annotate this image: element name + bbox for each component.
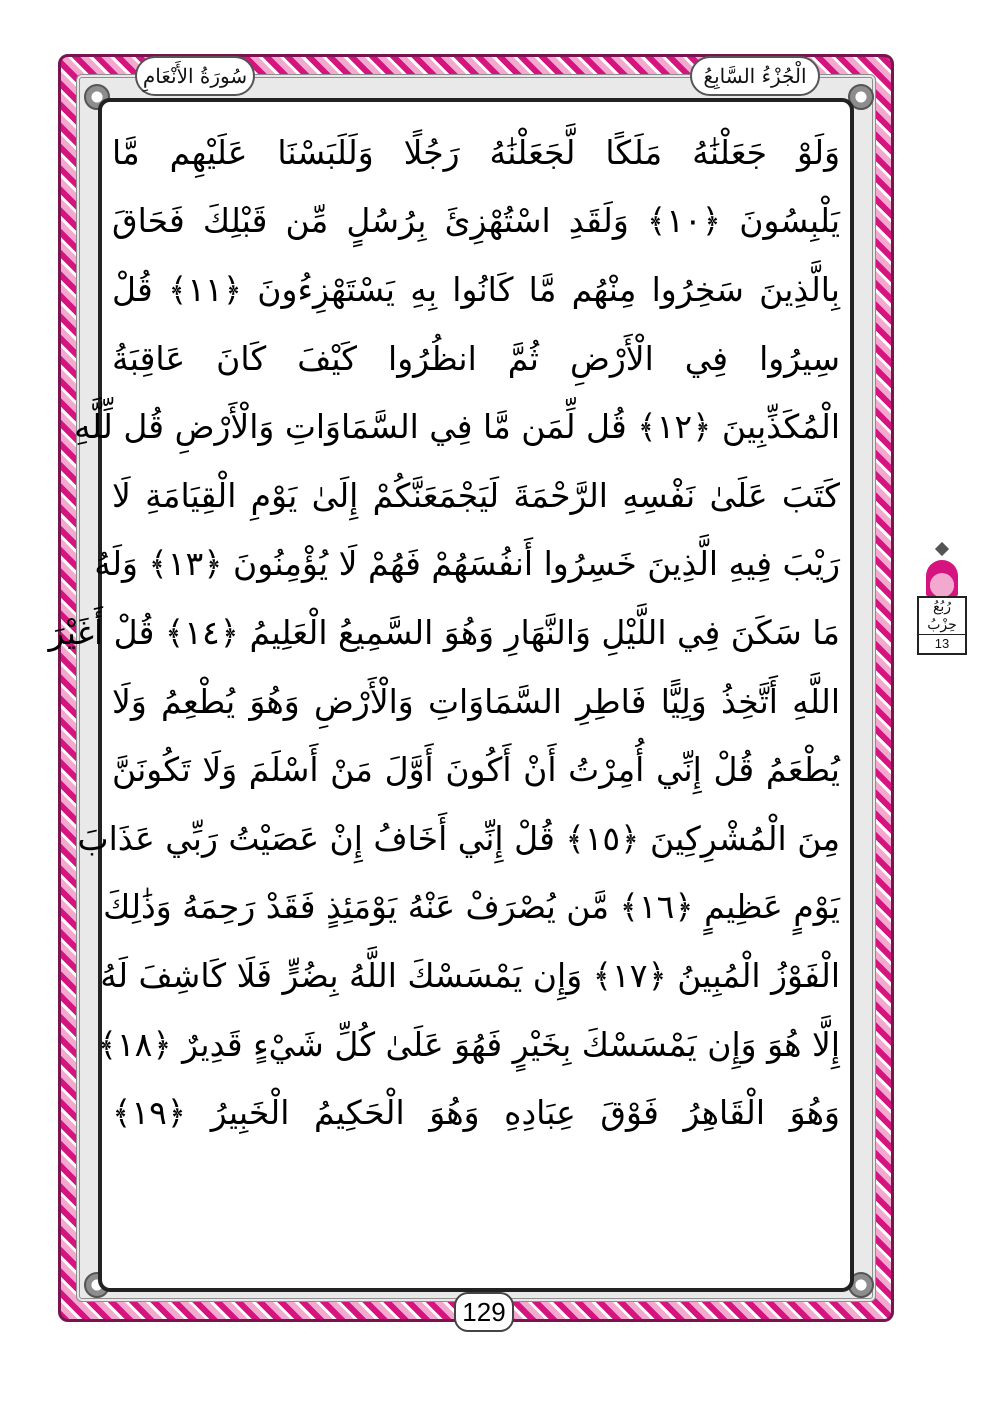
text-line [112,667,840,736]
line-text: إِلَّا هُوَ وَإِن يَمْسَسْكَ بِخَيْرٍ فَهُوَ عَلَىٰ كُلِّ شَيْءٍ قَدِيرٌ ﴿١٨﴾ [97,1024,840,1064]
line-text: كَتَبَ عَلَىٰ نَفْسِهِ الرَّحْمَةَ لَيَجْمَعَنَّكُمْ إِلَىٰ يَوْمِ الْقِيَامَةِ لَا [112,475,840,515]
text-line [94,530,840,599]
hizb-marker [916,540,968,680]
line-text: الْفَوْزُ الْمُبِينُ ﴿١٧﴾ وَإِن يَمْسَسْكَ اللَّهُ بِضُرٍّ فَلَا كَاشِفَ لَهُ [100,955,840,995]
text-line [112,324,840,393]
dome-ornament-icon [926,560,958,596]
line-text: اللَّهِ أَتَّخِذُ وَلِيًّا فَاطِرِ السَّمَاوَاتِ وَالْأَرْضِ وَهُوَ يُطْعِمُ وَلَا [112,681,840,721]
line-text: يَلْبِسُونَ ﴿١٠﴾ وَلَقَدِ اسْتُهْزِئَ بِرُسُلٍ مِّن قَبْلِكَ فَحَاقَ [112,201,841,241]
line-text: الْمُكَذِّبِينَ ﴿١٢﴾ قُل لِّمَن مَّا فِي السَّمَاوَاتِ وَالْأَرْضِ قُل لِّلَّهِ [74,407,840,447]
text-line [112,461,840,530]
text-line [112,118,840,187]
hizb-label: حِزْبُ [927,617,957,633]
line-text: وَهُوَ الْقَاهِرُ فَوْقَ عِبَادِهِ وَهُوَ الْحَكِيمُ الْخَبِيرُ ﴿١٩﴾ [112,1093,840,1133]
line-text: مِنَ الْمُشْرِكِينَ ﴿١٥﴾ قُلْ إِنِّي أَخَافُ إِنْ عَصَيْتُ رَبِّي عَذَابَ [77,818,840,858]
line-text: يُطْعَمُ قُلْ إِنِّي أُمِرْتُ أَنْ أَكُونَ أَوَّلَ مَنْ أَسْلَمَ وَلَا تَكُونَنَّ [112,750,840,790]
verse-lines [48,118,841,1147]
text-line [103,873,840,942]
juz-title: الْجُزْءُ السَّابِعُ [690,56,820,96]
line-text: سِيرُوا فِي الْأَرْضِ ثُمَّ انظُرُوا كَيْفَ كَانَ عَاقِبَةُ [112,338,840,378]
page-number: 129 [454,1292,514,1332]
line-text: مَا سَكَنَ فِي اللَّيْلِ وَالنَّهَارِ وَهُوَ السَّمِيعُ الْعَلِيمُ ﴿١٤﴾ قُلْ أَغَيْرَ [48,612,840,652]
line-text: رَيْبَ فِيهِ الَّذِينَ خَسِرُوا أَنفُسَهُمْ فَهُمْ لَا يُؤْمِنُونَ ﴿١٣﴾ وَلَهُ [94,544,840,584]
surah-title: سُورَةُ الأَنْعَامِ [135,56,255,96]
text-line [100,941,840,1010]
text-line [112,1078,840,1147]
line-text: يَوْمٍ عَظِيمٍ ﴿١٦﴾ مَّن يُصْرَفْ عَنْهُ يَوْمَئِذٍ فَقَدْ رَحِمَهُ وَذَٰلِكَ [103,887,840,927]
text-line [112,187,840,256]
rub-label: رُبُعُ [932,599,952,615]
hizb-label-box [917,596,967,655]
text-line [97,1010,840,1079]
text-line [74,392,840,461]
line-text: بِالَّذِينَ سَخِرُوا مِنْهُم مَّا كَانُوا بِهِ يَسْتَهْزِءُونَ ﴿١١﴾ قُلْ [112,269,840,309]
text-line [77,804,840,873]
line-text: وَلَوْ جَعَلْنَٰهُ مَلَكًا لَّجَعَلْنَٰهُ رَجُلًا وَلَلَبَسْنَا عَلَيْهِم مَّا [112,132,840,172]
text-line [112,255,840,324]
hizb-number: 13 [919,634,965,653]
text-line [112,735,840,804]
text-line [48,598,840,667]
finial-icon [935,542,949,556]
